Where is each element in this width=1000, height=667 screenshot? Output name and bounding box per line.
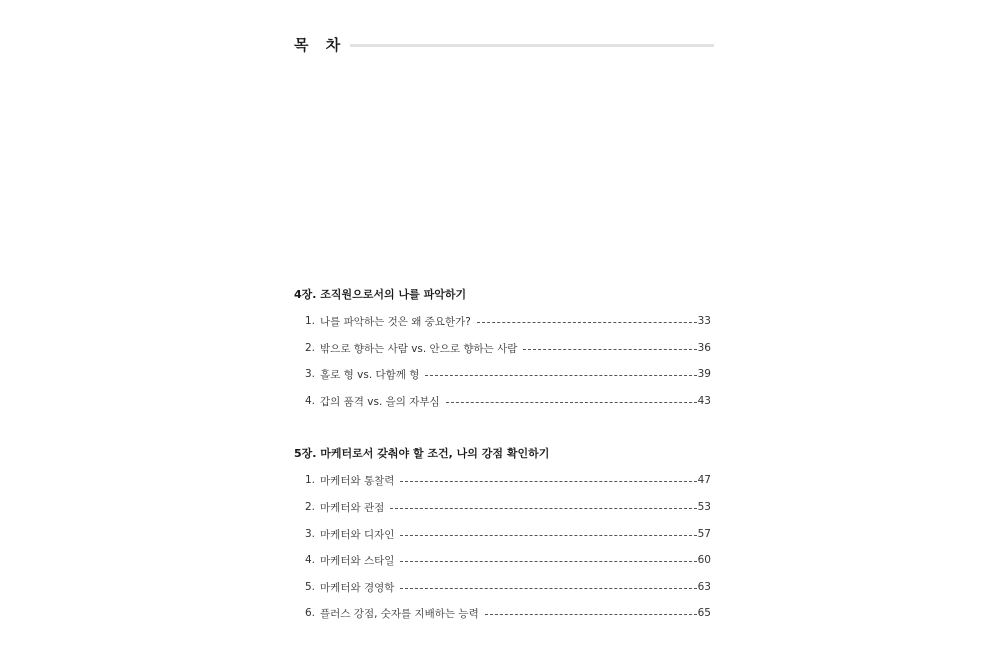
dot-leader bbox=[400, 588, 696, 589]
entry-page-number: 47 bbox=[697, 474, 711, 486]
entry-title: 마케터와 통찰력 bbox=[320, 474, 395, 487]
chapter-title: 4장. 조직원으로서의 나를 파악하기 bbox=[294, 288, 467, 301]
entry-title: 마케터와 스타일 bbox=[320, 554, 395, 567]
entry-number: 1. bbox=[305, 315, 316, 327]
entry-title: 마케터와 경영학 bbox=[320, 581, 395, 594]
dot-leader bbox=[485, 614, 697, 615]
entry-page-number: 33 bbox=[697, 315, 711, 327]
chapter-4 bbox=[294, 287, 711, 408]
toc-entry bbox=[305, 605, 711, 621]
dot-leader bbox=[477, 322, 697, 323]
toc-entry bbox=[305, 499, 711, 515]
entry-page-number: 65 bbox=[697, 607, 711, 619]
entry-title: 밖으로 향하는 사람 vs. 안으로 향하는 사람 bbox=[320, 342, 518, 355]
entry-page-number: 60 bbox=[697, 554, 711, 566]
dot-leader bbox=[400, 481, 696, 482]
entry-title: 마케터와 관점 bbox=[320, 501, 385, 514]
toc-entry bbox=[305, 579, 711, 595]
chapter-5 bbox=[294, 446, 711, 620]
toc-entry bbox=[305, 526, 711, 542]
entry-title: 홀로 형 vs. 다함께 형 bbox=[320, 368, 420, 381]
entry-number: 2. bbox=[305, 501, 316, 513]
entry-title: 갑의 품격 vs. 을의 자부심 bbox=[320, 395, 440, 408]
toc-title: 목 차 bbox=[294, 35, 347, 54]
dot-leader bbox=[400, 561, 696, 562]
entry-number: 6. bbox=[305, 607, 316, 619]
dot-leader bbox=[523, 349, 696, 350]
entry-page-number: 57 bbox=[697, 528, 711, 540]
chapter-title: 5장. 마케터로서 갖춰야 할 조건, 나의 강점 확인하기 bbox=[294, 447, 550, 460]
toc-entry bbox=[305, 340, 711, 356]
toc-entry bbox=[305, 393, 711, 409]
entry-number: 2. bbox=[305, 342, 316, 354]
entry-number: 5. bbox=[305, 581, 316, 593]
toc-entry bbox=[305, 366, 711, 382]
entry-page-number: 36 bbox=[697, 342, 711, 354]
toc-header bbox=[294, 32, 714, 56]
entry-number: 1. bbox=[305, 474, 316, 486]
entry-page-number: 43 bbox=[697, 395, 711, 407]
toc-title-rule bbox=[350, 44, 714, 47]
toc-entry bbox=[305, 552, 711, 568]
dot-leader bbox=[425, 375, 696, 376]
dot-leader bbox=[400, 535, 696, 536]
entry-page-number: 39 bbox=[697, 368, 711, 380]
entry-page-number: 53 bbox=[697, 501, 711, 513]
dot-leader bbox=[390, 508, 696, 509]
toc-entry bbox=[305, 313, 711, 329]
entry-page-number: 63 bbox=[697, 581, 711, 593]
dot-leader bbox=[446, 402, 697, 403]
entry-title: 나를 파악하는 것은 왜 중요한가? bbox=[320, 315, 471, 328]
entry-title: 마케터와 디자인 bbox=[320, 528, 395, 541]
toc-entry bbox=[305, 472, 711, 488]
entry-number: 4. bbox=[305, 395, 316, 407]
entry-title: 플러스 강점, 숫자를 지배하는 능력 bbox=[320, 607, 479, 620]
entry-number: 3. bbox=[305, 368, 316, 380]
entry-number: 3. bbox=[305, 528, 316, 540]
entry-number: 4. bbox=[305, 554, 316, 566]
